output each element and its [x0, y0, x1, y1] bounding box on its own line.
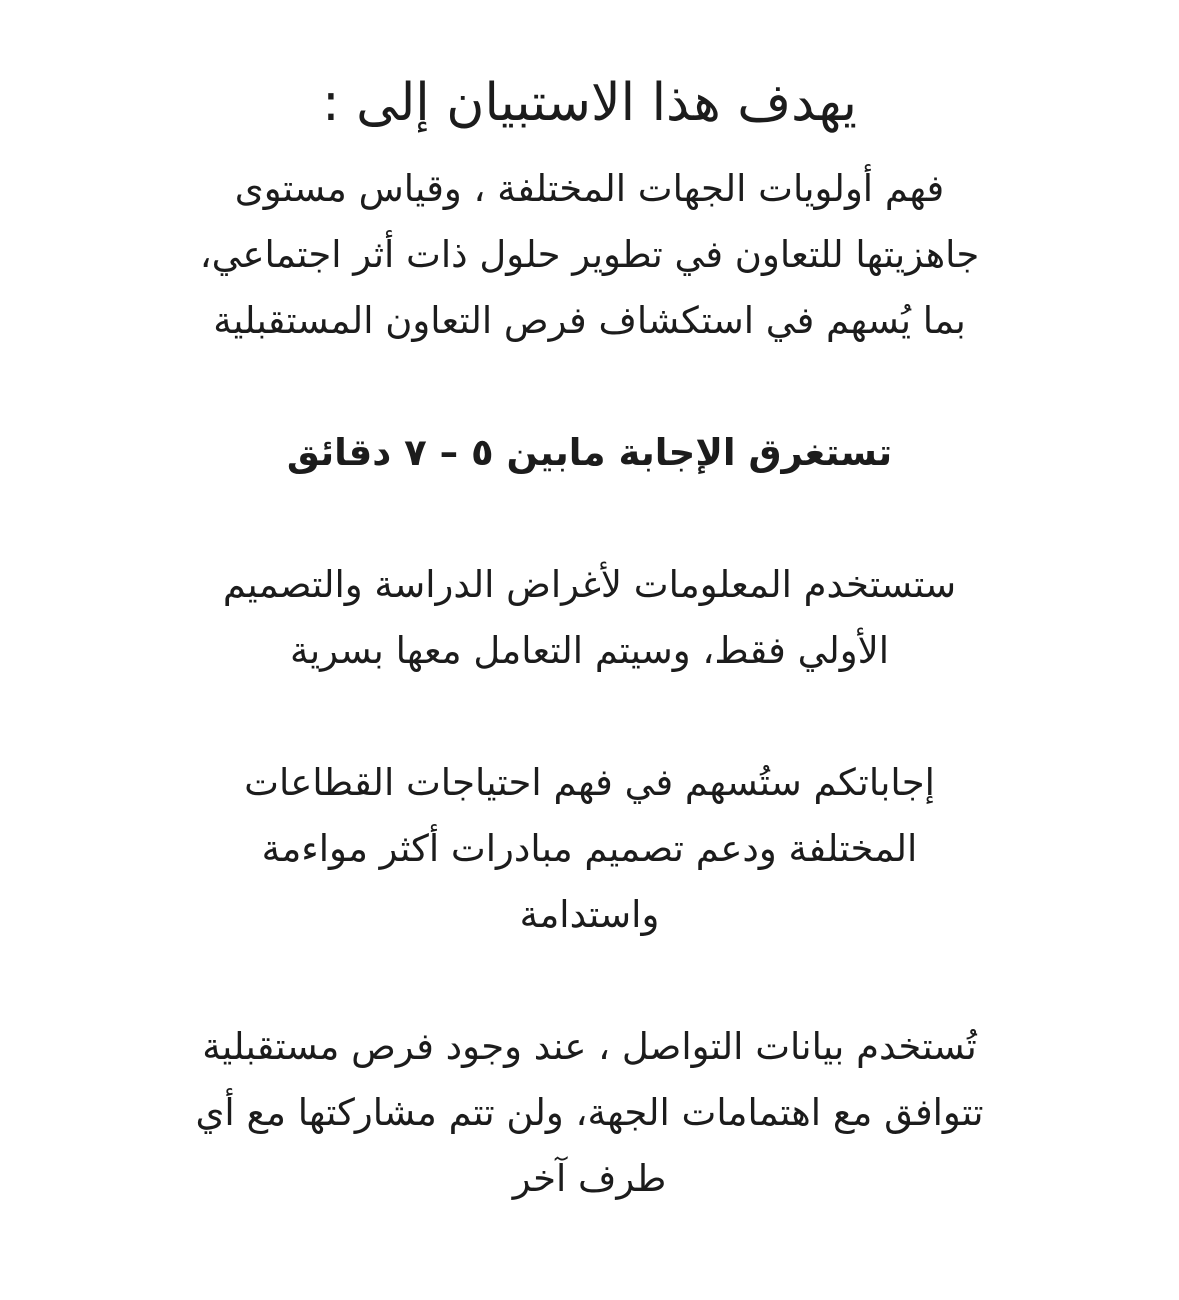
- duration-line-1: تستغرق الإجابة مابين ٥ – ٧ دقائق: [286, 431, 893, 474]
- duration-paragraph: [90, 420, 1089, 486]
- page-title: يهدف هذا الاستبيان إلى :: [322, 73, 857, 133]
- contact-data-line-1: تُستخدم بيانات التواصل ، عند وجود فرص مستقبلية: [202, 1025, 977, 1068]
- contact-data-paragraph: [90, 1014, 1089, 1212]
- impact-line-2: المختلفة ودعم تصميم مبادرات أكثر مواءمة: [261, 827, 918, 870]
- purpose-line-3: بما يُسهم في استكشاف فرص التعاون المستقبلية: [213, 299, 966, 342]
- impact-paragraph: [90, 750, 1089, 948]
- data-usage-line-2: الأولي فقط، وسيتم التعامل معها بسرية: [290, 629, 889, 672]
- purpose-line-2: جاهزيتها للتعاون في تطوير حلول ذات أثر اجتماعي،: [199, 233, 980, 276]
- impact-line-3: واستدامة: [519, 893, 660, 936]
- impact-line-1: إجاباتكم ستُسهم في فهم احتياجات القطاعات: [244, 761, 935, 804]
- contact-data-line-2: تتوافق مع اهتمامات الجهة، ولن تتم مشاركتها مع أي: [195, 1091, 984, 1134]
- data-usage-line-1: ستستخدم المعلومات لأغراض الدراسة والتصميم: [222, 563, 957, 606]
- purpose-line-1: فهم أولويات الجهات المختلفة ، وقياس مستوى: [234, 167, 945, 210]
- contact-data-line-3: طرف آخر: [512, 1157, 667, 1200]
- purpose-paragraph: [90, 156, 1089, 354]
- data-usage-paragraph: [90, 552, 1089, 684]
